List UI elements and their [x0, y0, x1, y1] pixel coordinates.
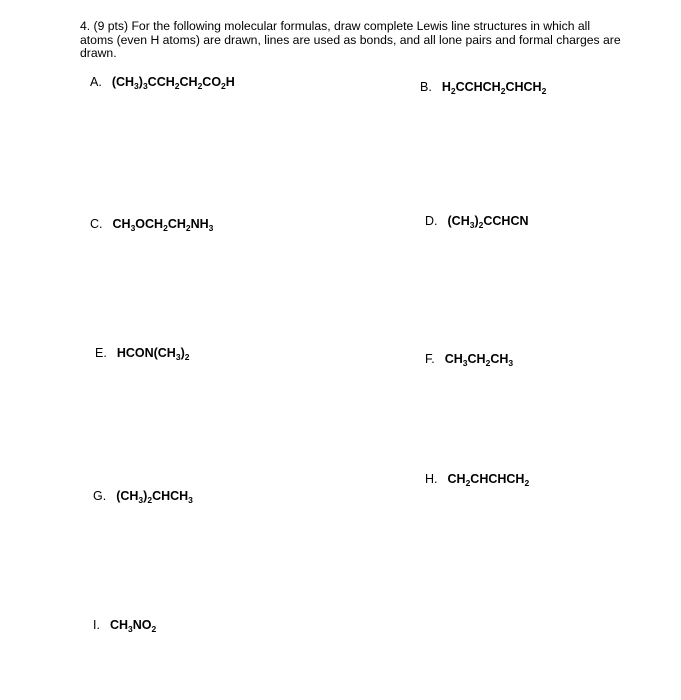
- formula-text: CH: [490, 352, 509, 366]
- formula-text: CH: [444, 352, 463, 366]
- formula-subscript: 2: [478, 220, 484, 230]
- formula-subscript: 2: [184, 352, 190, 362]
- item-letter: I.: [93, 618, 100, 632]
- formula-text: ): [143, 489, 148, 503]
- formula-item-f: [425, 351, 513, 368]
- formula-subscript: 3: [469, 220, 475, 230]
- molecular-formula: [445, 351, 513, 368]
- formula-subscript: 3: [128, 624, 133, 634]
- item-letter: D.: [425, 214, 438, 228]
- formula-subscript: 3: [134, 81, 139, 91]
- item-letter: B.: [420, 80, 432, 94]
- formula-subscript: 2: [163, 223, 168, 233]
- formula-text: (CH: [116, 489, 139, 503]
- molecular-formula: [442, 79, 546, 96]
- formula-subscript: 2: [500, 86, 506, 96]
- formula-text: CH: [467, 352, 486, 366]
- formula-text: HCON(CH: [116, 346, 176, 360]
- formula-text: NO: [132, 618, 152, 632]
- formula-text: H: [441, 80, 451, 94]
- formula-item-b: [420, 79, 546, 96]
- formula-text: CCH: [147, 75, 175, 89]
- molecular-formula: [448, 213, 529, 230]
- molecular-formula: [112, 74, 235, 91]
- formula-text: ): [474, 214, 479, 228]
- molecular-formula: [113, 216, 214, 233]
- formula-text: OCH: [135, 217, 164, 231]
- question-prompt: 4. (9 pts) For the following molecular formulas, draw complete Lewis line structures in which all atoms (even H atoms) are drawn, lines are used as bonds, and all lone pairs and formal charges are drawn.: [80, 19, 621, 60]
- formula-text: CH: [447, 472, 466, 486]
- formula-subscript: 2: [450, 86, 456, 96]
- formula-text: NH: [190, 217, 209, 231]
- formula-text: CH: [179, 75, 198, 89]
- formula-text: CH: [109, 618, 129, 632]
- formula-subscript: 2: [174, 81, 180, 91]
- formula-text: H: [225, 75, 235, 89]
- molecular-formula: [448, 471, 530, 488]
- formula-item-g: [93, 488, 193, 505]
- formula-subscript: 3: [142, 81, 148, 91]
- formula-subscript: 2: [221, 81, 226, 91]
- formula-text: CCHCN: [483, 214, 529, 228]
- formula-item-c: [90, 216, 213, 233]
- formula-item-h: [425, 471, 529, 488]
- formula-subscript: 2: [524, 478, 530, 488]
- formula-subscript: 3: [462, 358, 468, 368]
- formula-subscript: 2: [485, 358, 491, 368]
- formula-subscript: 2: [465, 478, 471, 488]
- formula-subscript: 3: [188, 495, 193, 505]
- molecular-formula: [116, 488, 193, 505]
- formula-item-i: [93, 617, 156, 634]
- formula-text: (CH: [111, 75, 135, 89]
- item-letter: G.: [93, 489, 107, 503]
- item-letter: H.: [425, 472, 438, 486]
- formula-subscript: 2: [147, 495, 153, 505]
- formula-item-a: [90, 74, 235, 91]
- formula-subscript: 3: [138, 495, 144, 505]
- item-letter: C.: [90, 217, 103, 231]
- item-letter: A.: [90, 75, 102, 89]
- formula-text: ): [180, 346, 185, 360]
- formula-text: CCHCH: [455, 80, 501, 94]
- formula-subscript: 2: [541, 86, 547, 96]
- item-letter: F.: [425, 352, 435, 366]
- molecular-formula: [110, 617, 156, 634]
- formula-text: CHCH: [152, 489, 189, 503]
- formula-item-d: [425, 213, 529, 230]
- formula-text: (CH: [447, 214, 470, 228]
- formula-subscript: 2: [151, 624, 157, 634]
- formula-subscript: 3: [508, 358, 514, 368]
- formula-text: CH: [167, 217, 186, 231]
- formula-text: CH: [112, 217, 131, 231]
- formula-text: ): [138, 75, 143, 89]
- item-letter: E.: [95, 346, 107, 360]
- formula-text: CHCHCH: [470, 472, 525, 486]
- formula-subscript: 3: [175, 352, 181, 362]
- formula-subscript: 2: [197, 81, 203, 91]
- formula-text: CO: [202, 75, 222, 89]
- formula-subscript: 3: [208, 223, 214, 233]
- molecular-formula: [117, 345, 190, 362]
- formula-subscript: 3: [130, 223, 136, 233]
- formula-subscript: 2: [185, 223, 191, 233]
- formula-item-e: [95, 345, 189, 362]
- formula-text: CHCH: [505, 80, 542, 94]
